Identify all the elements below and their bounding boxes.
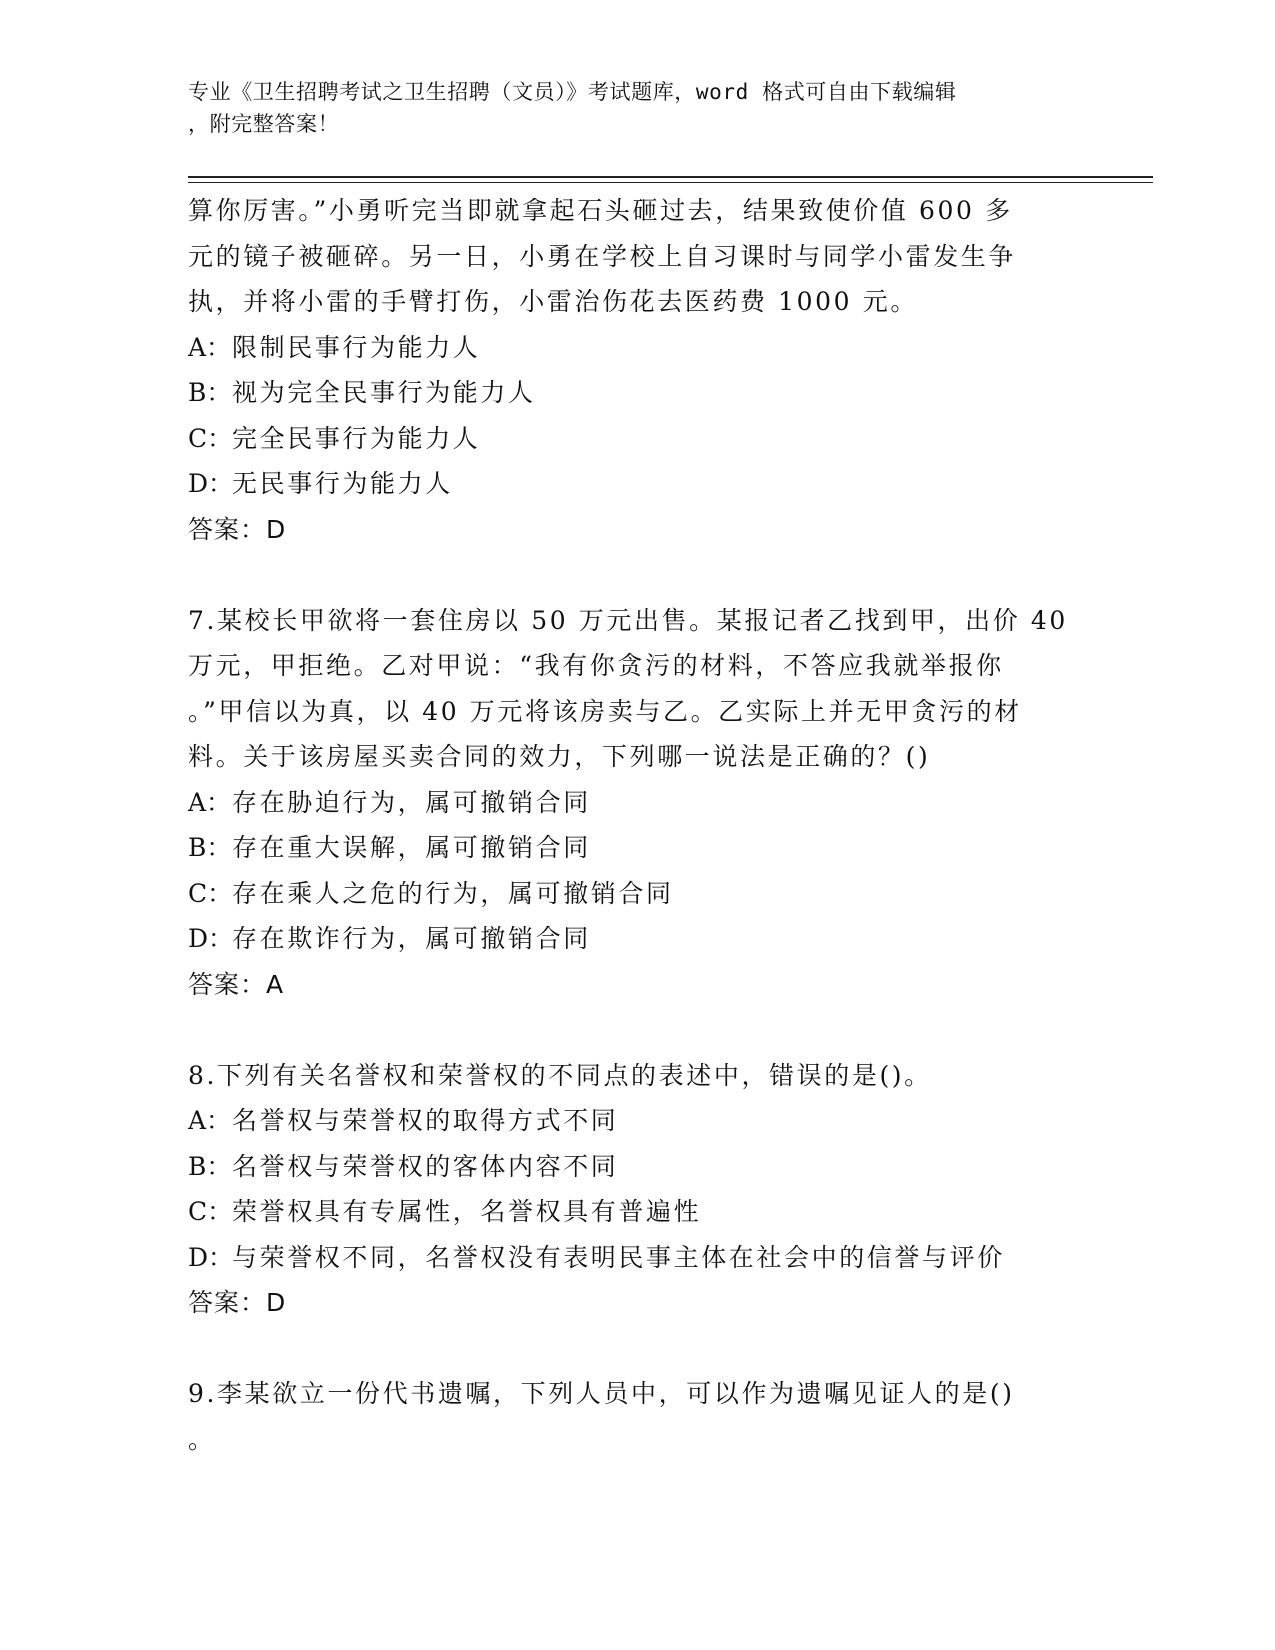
option-d xyxy=(188,1235,1088,1281)
option-text: 限制民事行为能力人 xyxy=(232,332,481,362)
option-text: 存在欺诈行为，属可撤销合同 xyxy=(232,924,591,953)
option-text: 名誉权与荣誉权的取得方式不同 xyxy=(232,1106,619,1135)
question-stem-line: 执，并将小雷的手臂打伤，小雷治伤花去医药费 1000 元。 xyxy=(188,287,918,316)
option-label: D： xyxy=(188,1242,234,1272)
option-a xyxy=(188,780,1088,826)
option-label: C： xyxy=(188,1197,233,1226)
option-text: 荣誉权具有专属性，名誉权具有普遍性 xyxy=(232,1197,702,1226)
question-stem-line: 料。关于该房屋买卖合同的效力，下列哪一说法是正确的？() xyxy=(188,742,931,771)
option-c xyxy=(188,871,1088,917)
option-a xyxy=(188,1098,1088,1144)
question-7 xyxy=(188,598,1088,1008)
question-stem-line: 算你厉害。”小勇听完当即就拿起石头砸过去，结果致使价值 600 多 xyxy=(188,196,1013,225)
question-stem-line: 元的镜子被砸碎。另一日，小勇在学校上自习课时与同学小雷发生争 xyxy=(188,241,1017,271)
option-a xyxy=(188,325,1088,371)
header-divider-thin xyxy=(188,182,1153,183)
option-d xyxy=(188,916,1088,962)
option-text: 视为完全民事行为能力人 xyxy=(232,378,536,407)
header-line-1: 专业《卫生招聘考试之卫生招聘（文员）》考试题库，word 格式可自由下载编辑 xyxy=(188,80,957,104)
answer: 答案：D xyxy=(188,514,287,544)
option-label: A： xyxy=(188,787,232,817)
question-6 xyxy=(188,188,1088,552)
option-label: A： xyxy=(188,1106,232,1135)
option-text: 无民事行为能力人 xyxy=(232,469,453,498)
option-c xyxy=(188,416,1088,462)
answer: 答案：A xyxy=(188,969,285,999)
option-label: B： xyxy=(188,1151,232,1181)
question-stem-line: 。 xyxy=(188,1424,216,1454)
header-line-2: ，附完整答案！ xyxy=(188,112,340,136)
option-text: 与荣誉权不同，名誉权没有表明民事主体在社会中的信誉与评价 xyxy=(232,1242,1005,1272)
question-content xyxy=(188,188,1088,1462)
option-b xyxy=(188,825,1088,871)
question-9 xyxy=(188,1371,1088,1462)
spacer xyxy=(188,1326,1088,1372)
option-label: C： xyxy=(188,878,233,908)
option-label: A： xyxy=(188,332,232,362)
question-stem-line: 7.某校长甲欲将一套住房以 50 万元出售。某报记者乙找到甲，出价 40 xyxy=(188,605,1068,635)
option-label: B： xyxy=(188,833,232,862)
page-header xyxy=(188,76,1068,140)
option-label: D： xyxy=(188,924,234,953)
option-label: C： xyxy=(188,423,233,453)
option-d xyxy=(188,461,1088,507)
option-text: 存在乘人之危的行为，属可撤销合同 xyxy=(232,878,674,908)
question-stem-line: 。”甲信以为真，以 40 万元将该房卖与乙。乙实际上并无甲贪污的材 xyxy=(188,696,1022,726)
option-text: 存在胁迫行为，属可撤销合同 xyxy=(232,787,591,817)
option-text: 名誉权与荣誉权的客体内容不同 xyxy=(232,1151,619,1181)
option-c xyxy=(188,1189,1088,1235)
option-b xyxy=(188,370,1088,416)
question-stem-line: 8.下列有关名誉权和荣誉权的不同点的表述中，错误的是()。 xyxy=(188,1060,932,1090)
spacer xyxy=(188,552,1088,598)
header-divider-thick xyxy=(188,176,1153,178)
option-text: 存在重大误解，属可撤销合同 xyxy=(232,833,591,862)
question-8 xyxy=(188,1053,1088,1326)
spacer xyxy=(188,1007,1088,1053)
option-label: B： xyxy=(188,378,232,407)
option-text: 完全民事行为能力人 xyxy=(232,423,481,453)
option-b xyxy=(188,1144,1088,1190)
question-stem-line: 万元，甲拒绝。乙对甲说：“我有你贪污的材料，不答应我就举报你 xyxy=(188,651,1004,680)
answer: 答案：D xyxy=(188,1288,287,1317)
question-stem-line: 9.李某欲立一份代书遗嘱，下列人员中，可以作为遗嘱见证人的是() xyxy=(188,1379,1015,1408)
option-label: D： xyxy=(188,469,234,498)
